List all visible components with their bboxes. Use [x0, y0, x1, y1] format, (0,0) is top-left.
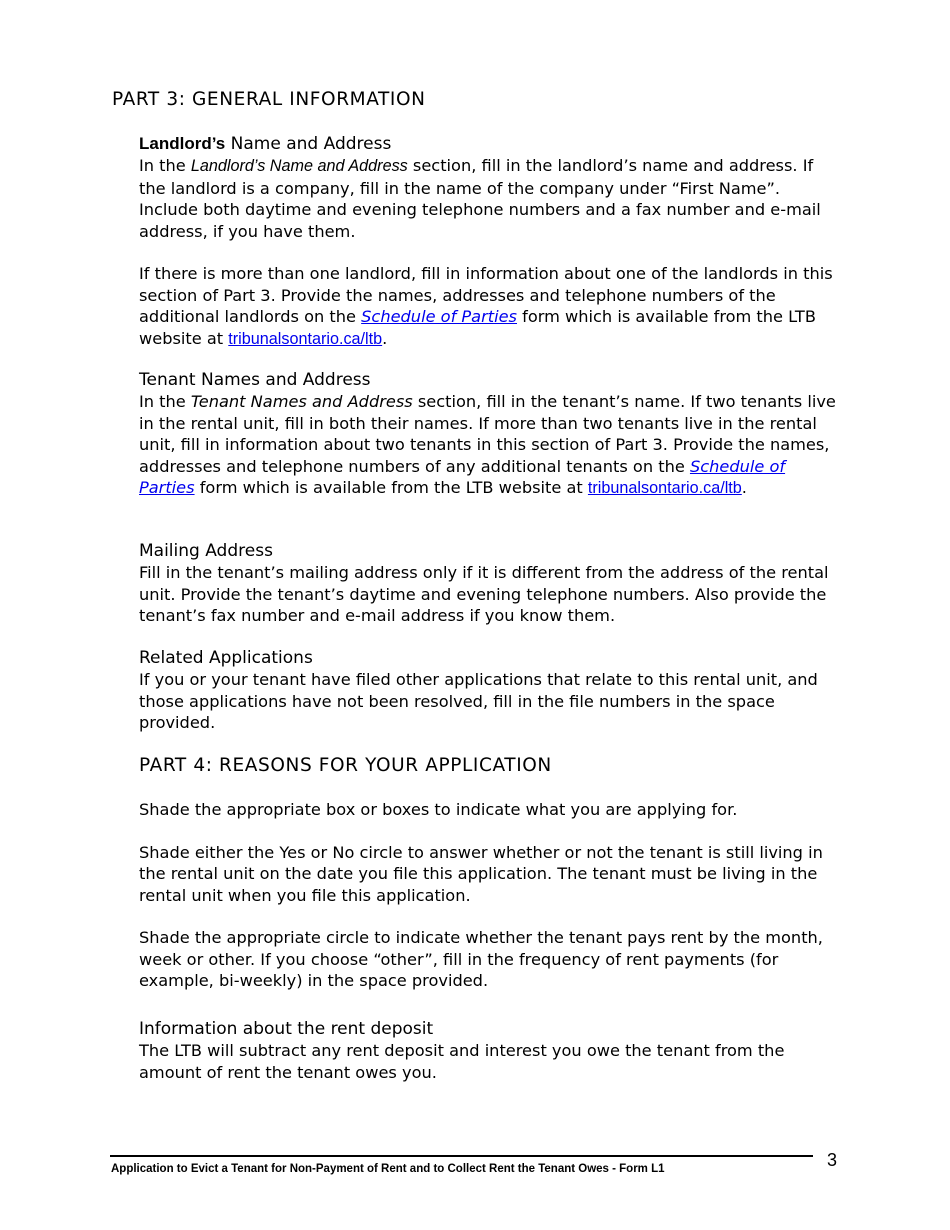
landlord-paragraph-1: In the Landlord’s Name and Address section, fill in the landlord’s name and address. If the landlord is a company, fill in the name of the company under “First Name”. Include both daytime and evening telephone numbers and a fax number and e-mail address, if you have them.	[139, 156, 821, 241]
landlord-paragraph-2: If there is more than one landlord, fill in information about one of the landlords in this section of Part 3. Provide the names, addresses and telephone numbers of the additional landlords on the Schedule of Parties form which is available from the LTB website at tribunalsontario.ca/ltb.	[139, 264, 833, 348]
deposit-section	[139, 1018, 839, 1083]
part3-title: PART 3: GENERAL INFORMATION	[112, 89, 426, 110]
landlord-heading	[139, 133, 839, 155]
part4-section	[139, 799, 839, 992]
schedule-of-parties-link[interactable]: Schedule of Parties	[139, 456, 786, 497]
page-number: 3	[827, 1150, 838, 1170]
ltb-website-link[interactable]: tribunalsontario.ca/ltb	[587, 479, 742, 497]
footer-text: Application to Evict a Tenant for Non-Payment of Rent and to Collect Rent the Tenant Owes - Form L1	[111, 1163, 665, 1175]
deposit-heading: Information about the rent deposit	[139, 1019, 434, 1039]
landlord-heading-bold: Landlord’s	[139, 134, 226, 153]
landlord-heading-rest: Name and Address	[225, 134, 392, 154]
related-paragraph: If you or your tenant have filed other applications that relate to this rental unit, and those applications have not been resolved, fill in the file numbers in the space provided.	[139, 670, 818, 732]
part4-paragraph-2: Shade either the Yes or No circle to answer whether or not the tenant is still living in the rental unit on the date you file this application. The tenant must be living in the rental unit when you file this application.	[139, 842, 823, 905]
mailing-heading: Mailing Address	[139, 541, 273, 561]
footer-divider	[110, 1155, 813, 1157]
tenant-section	[139, 369, 839, 500]
deposit-paragraph: The LTB will subtract any rent deposit and interest you owe the tenant from the amount of rent the tenant owes you.	[139, 1041, 785, 1082]
schedule-of-parties-link[interactable]: Schedule of Parties	[361, 307, 517, 326]
mailing-paragraph: Fill in the tenant’s mailing address only if it is different from the address of the rental unit. Provide the tenant’s daytime and evening telephone numbers. Also provide the tenant’s fax number and e-mail address if you know them.	[139, 563, 829, 625]
related-heading: Related Applications	[139, 648, 313, 668]
related-section	[139, 647, 839, 734]
landlord-section	[139, 133, 839, 350]
mailing-section	[139, 540, 839, 627]
tenant-heading: Tenant Names and Address	[139, 370, 371, 390]
ltb-website-link[interactable]: tribunalsontario.ca/ltb	[228, 329, 383, 348]
part4-paragraph-1: Shade the appropriate box or boxes to indicate what you are applying for.	[139, 800, 738, 819]
part4-title: PART 4: REASONS FOR YOUR APPLICATION	[139, 755, 552, 776]
tenant-paragraph: In the Tenant Names and Address section, fill in the tenant’s name. If two tenants live in the rental unit, fill in both their names. If more than two tenants live in the rental unit, fill in information about two tenants in this section of Part 3. Provide the names, addresses and telephone numbers of any additional tenants on the Schedule of Parties form which is available from the LTB website at tribunalsontario.ca/ltb.	[139, 392, 836, 497]
part4-paragraph-3: Shade the appropriate circle to indicate whether the tenant pays rent by the month, week or other. If you choose “other”, fill in the frequency of rent payments (for example, bi-weekly) in the space provided.	[139, 928, 823, 990]
